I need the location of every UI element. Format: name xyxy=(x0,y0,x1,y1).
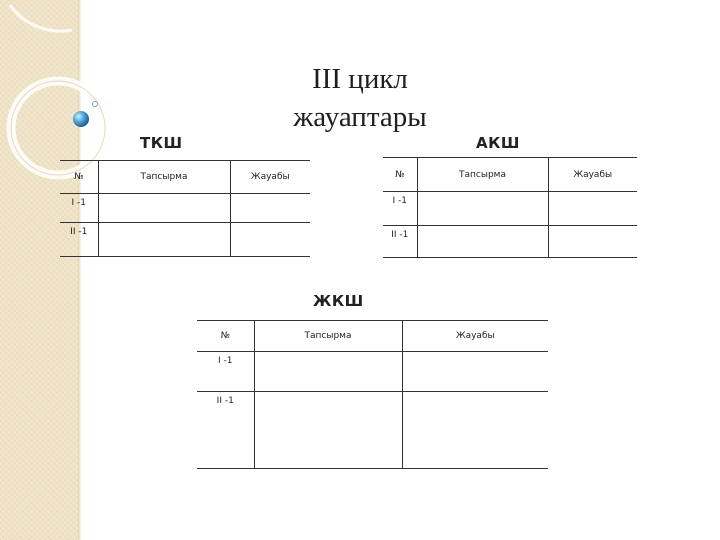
answer-cell xyxy=(548,226,637,258)
slide-title-line-2: жауаптары xyxy=(293,101,427,133)
column-header-task: Тапсырма xyxy=(254,321,402,352)
blue-bead-icon xyxy=(73,111,89,127)
row-number: II -1 xyxy=(383,226,417,258)
table-row xyxy=(197,392,548,469)
column-header-task: Тапсырма xyxy=(417,158,548,192)
task-cell xyxy=(98,194,230,223)
zhksh-label: ЖКШ xyxy=(313,292,364,310)
table-row xyxy=(383,226,637,258)
task-cell xyxy=(417,192,548,226)
task-cell xyxy=(417,226,548,258)
slide-title xyxy=(250,60,470,136)
table-header-row xyxy=(197,321,548,352)
column-header-answer: Жауабы xyxy=(548,158,637,192)
task-cell xyxy=(254,392,402,469)
answer-cell xyxy=(230,194,310,223)
table-header-row xyxy=(383,158,637,192)
task-cell xyxy=(254,352,402,392)
slide-title-line-1: III цикл xyxy=(312,63,408,95)
row-number: II -1 xyxy=(197,392,254,469)
table-row xyxy=(60,223,310,257)
column-header-number: № xyxy=(60,161,98,194)
aksh-table xyxy=(383,157,637,258)
aksh-label: АКШ xyxy=(476,134,520,152)
column-header-answer: Жауабы xyxy=(402,321,548,352)
row-number: I -1 xyxy=(383,192,417,226)
answer-cell xyxy=(230,223,310,257)
tksh-label: ТКШ xyxy=(140,134,183,152)
table-row xyxy=(60,194,310,223)
table-header-row xyxy=(60,161,310,194)
task-cell xyxy=(98,223,230,257)
column-header-number: № xyxy=(383,158,417,192)
table-row xyxy=(383,192,637,226)
answer-cell xyxy=(402,352,548,392)
answer-cell xyxy=(402,392,548,469)
row-number: II -1 xyxy=(60,223,98,257)
row-number: I -1 xyxy=(60,194,98,223)
column-header-number: № xyxy=(197,321,254,352)
row-number: I -1 xyxy=(197,352,254,392)
tksh-table xyxy=(60,160,310,257)
column-header-task: Тапсырма xyxy=(98,161,230,194)
column-header-answer: Жауабы xyxy=(230,161,310,194)
table-row xyxy=(197,352,548,392)
answer-cell xyxy=(548,192,637,226)
zhksh-table xyxy=(197,320,548,469)
